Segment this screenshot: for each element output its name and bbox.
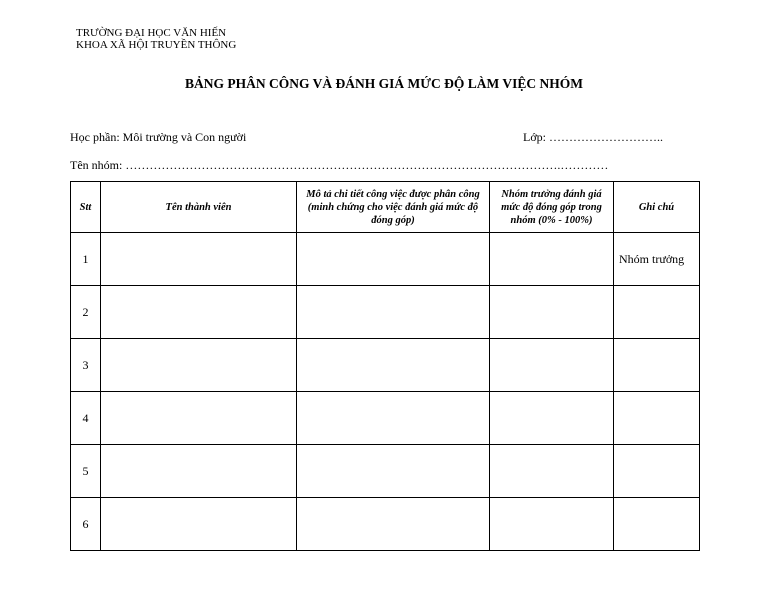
note-cell[interactable] xyxy=(614,498,700,551)
table-row xyxy=(71,445,700,498)
header-member-name: Tên thành viên xyxy=(101,182,297,233)
note-cell[interactable] xyxy=(614,445,700,498)
member-name-cell[interactable] xyxy=(101,339,297,392)
table-row xyxy=(71,286,700,339)
institution-header xyxy=(76,27,236,51)
header-task-description: Mô tả chi tiết công việc được phân công (minh chứng cho việc đánh giá mức độ đóng góp) xyxy=(297,182,490,233)
course-label: Học phần: Môi trường và Con người xyxy=(70,130,247,144)
task-description-cell[interactable] xyxy=(297,445,490,498)
group-name-field: Tên nhóm: ……………………………………………………………………………………………….………… xyxy=(70,158,609,172)
evaluation-cell[interactable] xyxy=(490,233,614,286)
table-header-row xyxy=(71,182,700,233)
note-cell[interactable] xyxy=(614,339,700,392)
member-name-cell[interactable] xyxy=(101,392,297,445)
task-description-cell[interactable] xyxy=(297,233,490,286)
task-description-cell[interactable] xyxy=(297,392,490,445)
note-cell[interactable] xyxy=(614,286,700,339)
header-stt: Stt xyxy=(71,182,101,233)
header-note: Ghi chú xyxy=(614,182,700,233)
header-leader-evaluation: Nhóm trưởng đánh giá mức độ đóng góp trong nhóm (0% - 100%) xyxy=(490,182,614,233)
evaluation-cell[interactable] xyxy=(490,445,614,498)
task-description-cell[interactable] xyxy=(297,339,490,392)
evaluation-cell[interactable] xyxy=(490,392,614,445)
document-title: BẢNG PHÂN CÔNG VÀ ĐÁNH GIÁ MỨC ĐỘ LÀM VIỆC NHÓM xyxy=(185,76,583,91)
evaluation-cell[interactable] xyxy=(490,498,614,551)
member-name-cell[interactable] xyxy=(101,498,297,551)
task-description-cell[interactable] xyxy=(297,286,490,339)
table-row xyxy=(71,498,700,551)
row-number: 6 xyxy=(71,498,101,551)
table-row xyxy=(71,233,700,286)
note-cell[interactable]: Nhóm trưởng xyxy=(614,233,700,286)
member-name-cell[interactable] xyxy=(101,286,297,339)
member-name-cell[interactable] xyxy=(101,445,297,498)
row-number: 1 xyxy=(71,233,101,286)
evaluation-cell[interactable] xyxy=(490,339,614,392)
row-number: 5 xyxy=(71,445,101,498)
note-cell[interactable] xyxy=(614,392,700,445)
table-row xyxy=(71,392,700,445)
task-description-cell[interactable] xyxy=(297,498,490,551)
school-name: TRƯỜNG ĐẠI HỌC VĂN HIẾN xyxy=(76,27,227,39)
row-number: 2 xyxy=(71,286,101,339)
table-row xyxy=(71,339,700,392)
evaluation-cell[interactable] xyxy=(490,286,614,339)
class-field: Lớp: ……………………….. xyxy=(523,130,664,144)
row-number: 3 xyxy=(71,339,101,392)
faculty-name: KHOA XÃ HỘI TRUYỀN THÔNG xyxy=(76,39,237,51)
member-name-cell[interactable] xyxy=(101,233,297,286)
row-number: 4 xyxy=(71,392,101,445)
assignment-table xyxy=(70,181,700,551)
